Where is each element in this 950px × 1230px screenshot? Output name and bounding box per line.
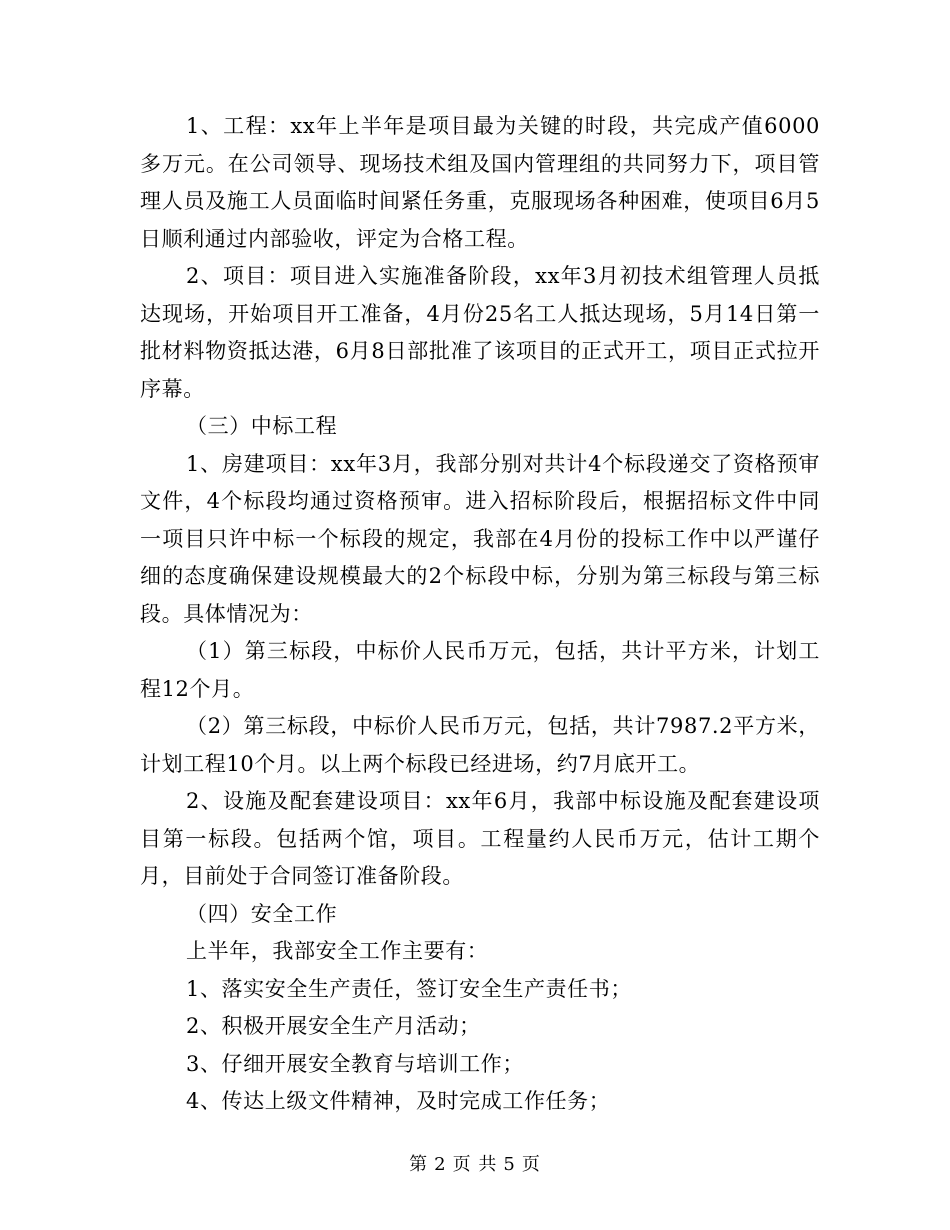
paragraph-facilities-project: 2、设施及配套建设项目：xx年6月，我部中标设施及配套建设项目第一标段。包括两个馆，项目。工程量约人民币万元，估计工期个月，目前处于合同签订准备阶段。 <box>140 789 820 888</box>
document-body <box>140 108 820 1121</box>
paragraph-housing-project: 1、房建项目：xx年3月，我部分别对共计4个标段递交了资格预审文件，4个标段均通过资格预审。进入招标阶段后，根据招标文件中同一项目只许中标一个标段的规定，我部在4月份的投标工作中以严谨仔细的态度确保建设规模最大的2个标段中标，分别为第三标段与第三标段。具体情况为： <box>140 451 820 626</box>
paragraph-section-1: （1）第三标段，中标价人民币万元，包括，共计平方米，计划工程12个月。 <box>140 639 820 701</box>
list-item-safety-1: 1、落实安全生产责任，签订安全生产责任书； <box>186 976 632 1001</box>
paragraph-engineering: 1、工程：xx年上半年是项目最为关键的时段，共完成产值6000多万元。在公司领导、现场技术组及国内管理组的共同努力下，项目管理人员及施工人员面临时间紧任务重，克服现场各种困难，使项目6月5日顺利通过内部验收，评定为合格工程。 <box>140 114 820 251</box>
list-item-safety-2: 2、积极开展安全生产月活动； <box>186 1014 481 1038</box>
total-page-count: 5 <box>503 1154 516 1175</box>
section-heading-safety: （四）安全工作 <box>186 901 338 926</box>
paragraph-project: 2、项目：项目进入实施准备阶段，xx年3月初技术组管理人员抵达现场，开始项目开工准备，4月份25名工人抵达现场，5月14日第一批材料物资抵达港，6月8日部批准了该项目的正式开工，项目正式拉开序幕。 <box>140 264 820 401</box>
page-footer <box>0 1150 950 1176</box>
paragraph-safety-intro: 上半年，我部安全工作主要有： <box>186 939 489 963</box>
footer-suffix: 页 <box>521 1154 541 1175</box>
list-item-safety-3: 3、仔细开展安全教育与培训工作； <box>186 1051 524 1076</box>
paragraph-section-2: （2）第三标段，中标价人民币万元，包括，共计7987.2平方米，计划工程10个月。以上两个标段已经进场，约7月底开工。 <box>140 714 820 776</box>
current-page-number: 2 <box>434 1154 447 1175</box>
footer-middle: 页 共 <box>452 1154 498 1175</box>
list-item-safety-4: 4、传达上级文件精神，及时完成工作任务； <box>186 1089 611 1113</box>
footer-prefix: 第 <box>409 1154 429 1175</box>
section-heading-bid-projects: （三）中标工程 <box>186 414 338 438</box>
